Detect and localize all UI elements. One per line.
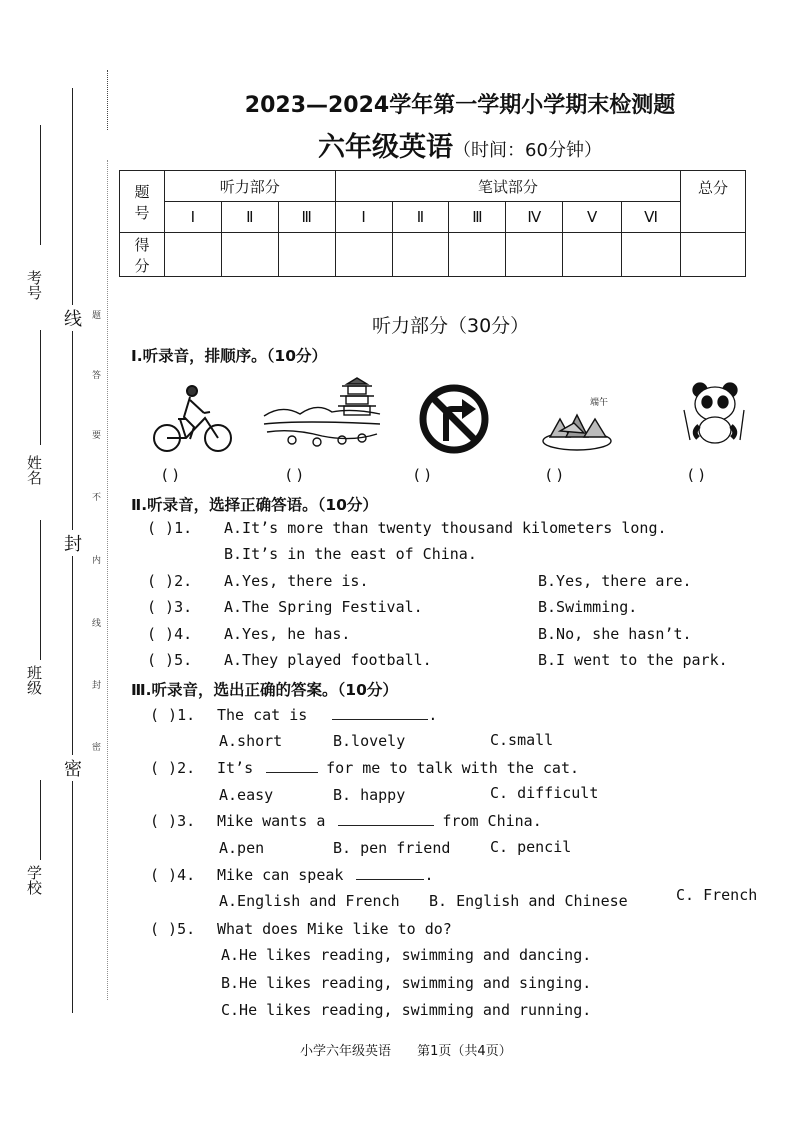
part1-answer-paren-2[interactable]: ( ) [286, 466, 303, 484]
no-right-turn-sign-picture [418, 383, 490, 455]
part2-q4-option-a: A.Yes, he has. [224, 625, 351, 643]
part2-q5-number[interactable]: ( )5. [147, 651, 193, 669]
part3-q2-option-a: A.easy [219, 786, 274, 804]
svg-text:端午: 端午 [590, 398, 609, 408]
part1-answer-paren-1[interactable]: ( ) [162, 466, 179, 484]
total-score-cell[interactable] [681, 233, 746, 277]
exam-number-label: 考号 [25, 270, 43, 300]
name-line [40, 330, 41, 445]
part3-q5-option-a: A.He likes reading, swimming and dancing. [221, 946, 592, 964]
part2-q2-option-b: B.Yes, there are. [538, 572, 692, 590]
part3-q4-option-c: C. French [676, 886, 758, 904]
part1-answer-paren-5[interactable]: ( ) [688, 466, 705, 484]
page-footer [300, 1040, 660, 1059]
seal-hint-char: 不 [92, 493, 102, 503]
part3-q2-option-c: C. difficult [490, 784, 599, 802]
col-listening-3: Ⅲ [278, 202, 335, 233]
score-cell[interactable] [278, 233, 335, 277]
part2-q3-number[interactable]: ( )3. [147, 598, 193, 616]
col-writing-3: Ⅲ [449, 202, 506, 233]
part2-q1-option-b: B.It’s in the east of China. [224, 545, 477, 563]
part3-q3-option-b: B. pen friend [333, 839, 451, 857]
class-line [40, 520, 41, 660]
class-label: 班级 [25, 665, 43, 695]
exam-subtitle [180, 125, 740, 164]
part2-q4-option-b: B.No, she hasn’t. [538, 625, 692, 643]
seal-hint-char: 密 [92, 743, 102, 753]
part3-q4-number[interactable]: ( )4. [150, 866, 196, 884]
part3-q2-stem: It’s for me to talk with the cat. [217, 759, 580, 777]
part3-q3-number[interactable]: ( )3. [150, 812, 196, 830]
part3-q5-option-c: C.He likes reading, swimming and running. [221, 1001, 592, 1019]
seal-char-line: 线 [64, 305, 82, 331]
seal-hint-char: 封 [92, 681, 102, 691]
col-writing-2: Ⅱ [392, 202, 449, 233]
row-label-cell: 题 号 [120, 171, 165, 233]
part3-q4-stem: Mike can speak . [217, 866, 434, 884]
panda-picture [680, 380, 750, 448]
part1-heading: Ⅰ.听录音，排顺序。（10分） [131, 347, 327, 365]
footer-subject: 小学六年级英语 [300, 1044, 392, 1059]
answer-blank[interactable] [338, 813, 434, 826]
seal-hint-char: 题 [92, 311, 102, 321]
listening-section-title: 听力部分（30分） [372, 315, 530, 337]
score-cell[interactable] [563, 233, 622, 277]
score-cell[interactable] [506, 233, 563, 277]
part2-q5-option-b: B.I went to the park. [538, 651, 728, 669]
exam-number-line [40, 125, 41, 245]
part3-q1-option-c: C.small [490, 731, 554, 749]
col-writing-5: Ⅴ [563, 202, 622, 233]
bicycle-rider-picture [150, 383, 235, 453]
seal-char-seal: 封 [64, 530, 82, 556]
score-cell[interactable] [164, 233, 221, 277]
pagoda-landscape-picture [262, 376, 382, 451]
part3-q1-option-b: B.lovely [333, 732, 406, 750]
score-cell[interactable] [622, 233, 681, 277]
seal-hint-char: 内 [92, 556, 102, 566]
part2-q4-number[interactable]: ( )4. [147, 625, 193, 643]
part1-answer-paren-3[interactable]: ( ) [414, 466, 431, 484]
part3-q4-option-a: A.English and French [219, 892, 400, 910]
col-writing-6: Ⅵ [622, 202, 681, 233]
school-label: 学校 [25, 865, 43, 895]
part3-q3-stem: Mike wants a from China. [217, 812, 542, 830]
part3-q3-option-a: A.pen [219, 839, 265, 857]
score-cell[interactable] [392, 233, 449, 277]
time-limit: （时间：60分钟） [453, 140, 602, 161]
listening-header: 听力部分 [164, 171, 335, 202]
exam-title: 2023—2024学年第一学期小学期末检测题 [244, 93, 676, 118]
seal-char-secret: 密 [64, 755, 82, 781]
part1-answer-paren-4[interactable]: ( ) [546, 466, 563, 484]
col-listening-1: Ⅰ [164, 202, 221, 233]
part3-heading: Ⅲ.听录音，选出正确的答案。（10分） [131, 681, 398, 699]
answer-blank[interactable] [356, 867, 424, 880]
score-cell[interactable] [449, 233, 506, 277]
part3-q2-number[interactable]: ( )2. [150, 759, 196, 777]
seal-hint-char: 答 [92, 371, 102, 381]
score-cell[interactable] [221, 233, 278, 277]
part3-q5-stem: What does Mike like to do? [217, 920, 452, 938]
part3-q1-stem: The cat is . [217, 706, 438, 724]
part3-q1-number[interactable]: ( )1. [150, 706, 196, 724]
answer-blank[interactable] [332, 707, 428, 720]
score-row-label: 得 分 [120, 233, 165, 277]
part3-q5-number[interactable]: ( )5. [150, 920, 196, 938]
part3-q4-option-b: B. English and Chinese [429, 892, 628, 910]
seal-dotted-line [107, 70, 108, 130]
score-table [119, 170, 746, 277]
subject-title: 六年级英语 [318, 132, 454, 163]
col-writing-1: Ⅰ [335, 202, 392, 233]
name-label: 姓名 [25, 455, 43, 485]
part2-heading: Ⅱ.听录音，选择正确答语。（10分） [131, 496, 378, 514]
total-header: 总分 [681, 171, 746, 233]
part2-q3-option-b: B.Swimming. [538, 598, 638, 616]
col-writing-4: Ⅳ [506, 202, 563, 233]
seal-hint-char: 要 [92, 431, 102, 441]
part2-q2-option-a: A.Yes, there is. [224, 572, 369, 590]
part2-q5-option-a: A.They played football. [224, 651, 432, 669]
part3-q3-option-c: C. pencil [490, 838, 572, 856]
writing-header: 笔试部分 [335, 171, 680, 202]
part2-q3-option-a: A.The Spring Festival. [224, 598, 423, 616]
score-cell[interactable] [335, 233, 392, 277]
part2-q2-number[interactable]: ( )2. [147, 572, 193, 590]
col-listening-2: Ⅱ [221, 202, 278, 233]
footer-page-number: 第1页（共4页） [417, 1044, 512, 1059]
seal-hint-char: 线 [92, 619, 102, 629]
part3-q1-option-a: A.short [219, 732, 283, 750]
seal-dotted-line-2 [107, 160, 108, 1000]
zongzi-dumplings-picture [540, 393, 615, 453]
answer-blank[interactable] [266, 760, 318, 773]
school-line [40, 780, 41, 860]
part3-q5-option-b: B.He likes reading, swimming and singing. [221, 974, 592, 992]
part3-q2-option-b: B. happy [333, 786, 406, 804]
part2-q1-number[interactable]: ( )1. [147, 519, 193, 537]
part2-q1-option-a: A.It’s more than twenty thousand kilometers long. [224, 519, 667, 537]
